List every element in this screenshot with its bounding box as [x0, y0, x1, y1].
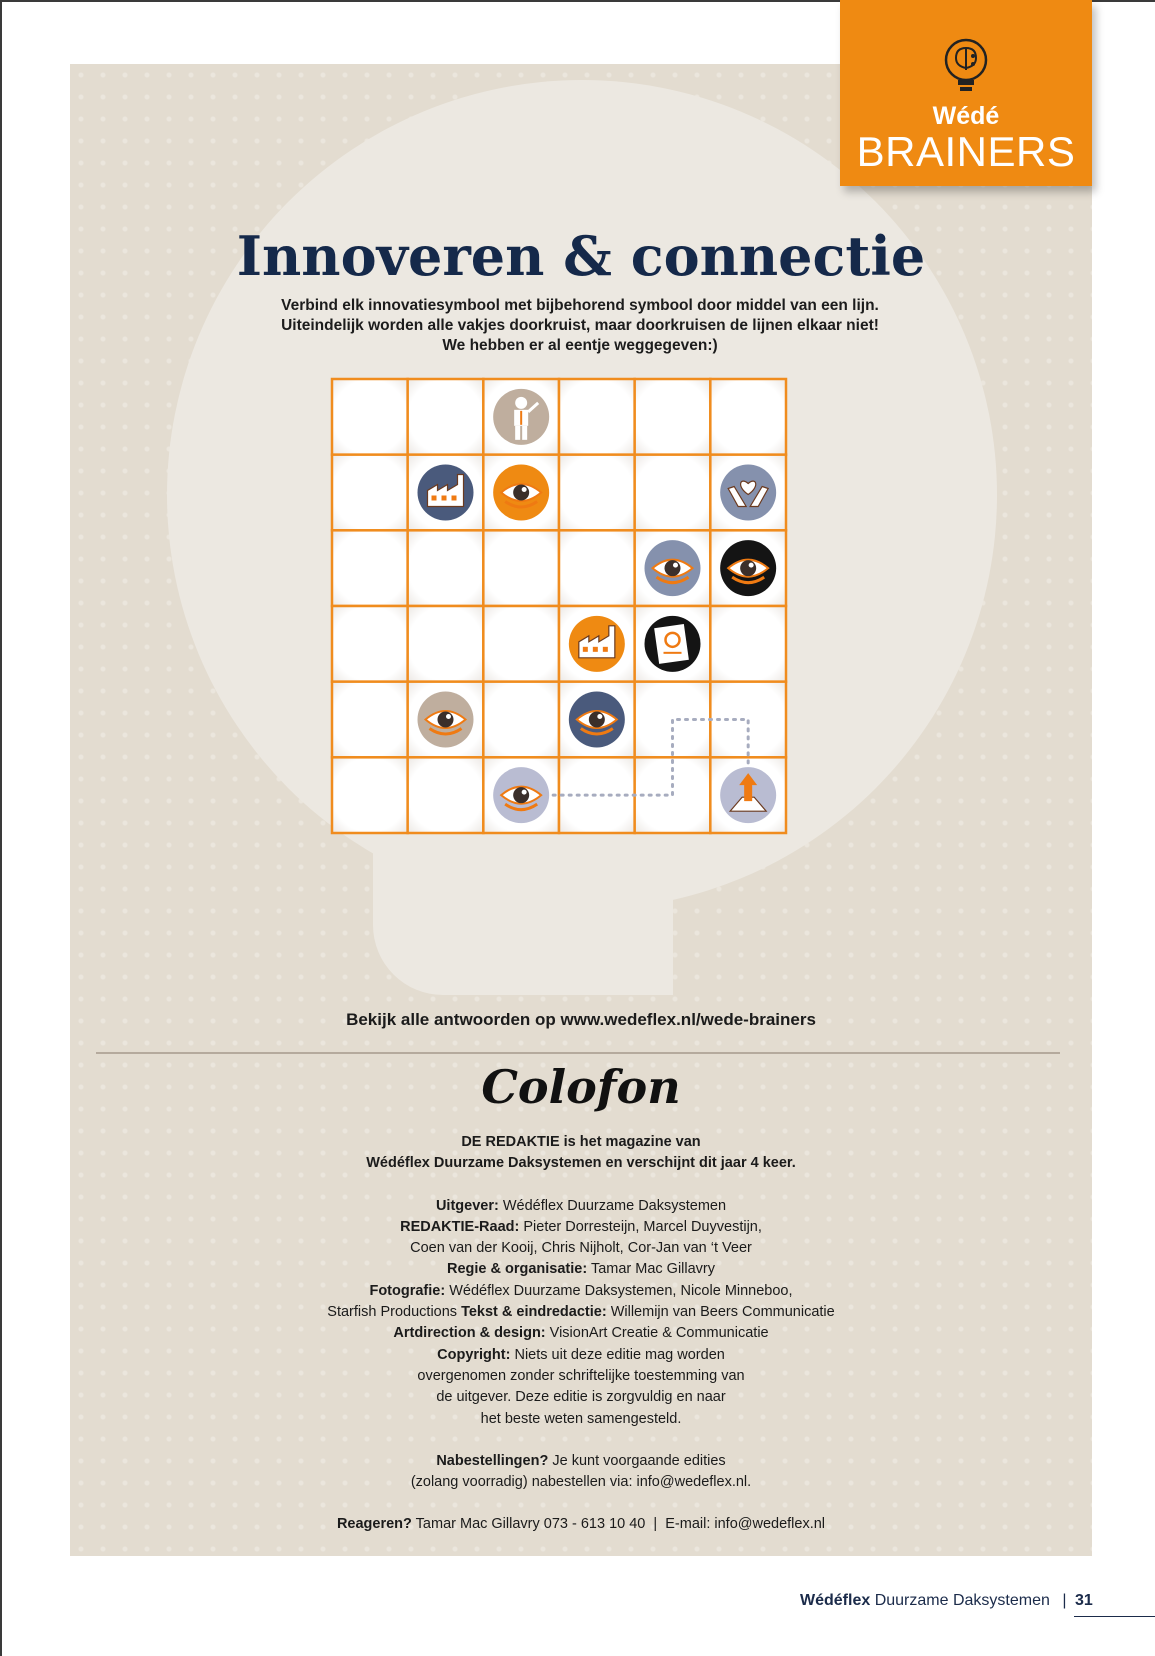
foto-line [70, 1281, 1092, 1302]
copy-line4: het beste weten samengesteld. [480, 1410, 682, 1427]
copy-line3: de uitgever. Deze editie is zorgvuldig en naar [436, 1389, 726, 1406]
lightbulb-brain-icon [940, 36, 992, 96]
foto-value: Wédéflex Duurzame Daksystemen, Nicole Minneboo, [445, 1282, 793, 1299]
regie-label: Regie & organisatie: [446, 1261, 588, 1278]
grid-cell[interactable] [332, 379, 408, 455]
foto-label: Fotografie: [369, 1282, 446, 1299]
uitgever-line [70, 1196, 1092, 1217]
grid-cell[interactable] [710, 379, 786, 455]
nabest-line [70, 1451, 1092, 1472]
grid-cell[interactable] [332, 757, 408, 833]
regie-value: Tamar Mac Gillavry [587, 1261, 716, 1278]
footer-brand: Wédéflex [800, 1592, 871, 1609]
brainers-badge [840, 0, 1092, 186]
art-line [70, 1323, 1092, 1344]
grid-cell[interactable] [559, 530, 635, 606]
art-label: Artdirection & design: [393, 1325, 546, 1342]
uitgever-label: Uitgever: [435, 1197, 499, 1214]
puzzle-grid-svg [330, 377, 788, 835]
grid-cell[interactable] [710, 606, 786, 682]
foto-value2: Starfish Productions [327, 1304, 462, 1321]
puzzle-grid [330, 377, 788, 835]
eye-icon [418, 692, 474, 748]
instruction-line: Verbind elk innovatiesymbool met bijbehorend symbool door middel van een lijn. [281, 297, 879, 314]
page-title: Innoveren & connectie [236, 224, 926, 288]
grid-cell[interactable] [559, 379, 635, 455]
eye-icon [569, 692, 625, 748]
eye-icon [720, 540, 776, 596]
worker-icon [493, 389, 549, 445]
raad-label: REDAKTIE-Raad: [400, 1218, 520, 1235]
certificate-icon [645, 616, 701, 672]
grid-cell[interactable] [332, 606, 408, 682]
intro-bold: DE REDAKTIE [461, 1134, 560, 1150]
factory-icon [569, 616, 625, 672]
raad-line2: Coen van der Kooij, Chris Nijholt, Cor-Jan van ‘t Veer [410, 1240, 752, 1257]
regie-line [70, 1259, 1092, 1280]
page-footer: Wédéflex Duurzame Daksystemen | 31 [800, 1592, 1093, 1609]
grid-cell[interactable] [332, 455, 408, 531]
instructions [200, 296, 960, 356]
reageren-line [70, 1514, 1092, 1535]
badge-brand: Wédé [932, 102, 1000, 130]
grid-cell[interactable] [332, 682, 408, 758]
eye-icon [493, 465, 549, 521]
copy-label: Copyright: [437, 1346, 511, 1363]
grid-cell[interactable] [559, 455, 635, 531]
copy-line2: overgenomen zonder schriftelijke toestemming van [417, 1367, 745, 1384]
page-edge-left [0, 0, 2, 1656]
nabest-value: Je kunt voorgaande edities [548, 1452, 726, 1469]
art-value: VisionArt Creatie & Communicatie [545, 1325, 769, 1342]
reageren-label: Reageren? [336, 1516, 412, 1533]
footer-rule [1074, 1616, 1155, 1617]
nabest-line2: (zolang voorradig) nabestellen via: info@wedeflex.nl. [410, 1474, 752, 1491]
grid-cell[interactable] [408, 530, 484, 606]
intro-rest: is het magazine van [559, 1134, 701, 1150]
grid-cell[interactable] [483, 682, 559, 758]
raad-value: Pieter Dorresteijn, Marcel Duyvestijn, [519, 1218, 762, 1235]
footer-rest: Duurzame Daksystemen [870, 1592, 1050, 1609]
divider [96, 1052, 1060, 1054]
instruction-line: We hebben er al eentje weggegeven:) [442, 337, 718, 354]
growth-arrow-icon [720, 767, 776, 823]
intro-line2: Wédéflex Duurzame Daksystemen en verschijnt dit jaar 4 keer. [366, 1155, 796, 1172]
grid-cell[interactable] [332, 530, 408, 606]
nabest-label: Nabestellingen? [436, 1452, 549, 1469]
tekst-value: Willemijn van Beers Communicatie [606, 1304, 835, 1321]
factory-icon [418, 465, 474, 521]
eye-icon [645, 540, 701, 596]
grid-cell[interactable] [408, 606, 484, 682]
answers-link-text: Bekijk alle antwoorden op www.wedeflex.nl/wede-brainers [346, 1010, 816, 1029]
tekst-line [70, 1302, 1092, 1323]
eye-icon [493, 767, 549, 823]
colofon-body [70, 1132, 1092, 1536]
grid-cell[interactable] [635, 379, 711, 455]
tekst-label: Tekst & eindredactie: [461, 1304, 607, 1321]
grid-cell[interactable] [408, 757, 484, 833]
uitgever-value: Wédéflex Duurzame Daksystemen [498, 1197, 727, 1214]
grid-cell[interactable] [408, 379, 484, 455]
page-number: 31 [1074, 1592, 1093, 1609]
raad-line [70, 1217, 1092, 1238]
hands-heart-icon [720, 465, 776, 521]
grid-cell[interactable] [635, 455, 711, 531]
instruction-line: Uiteindelijk worden alle vakjes doorkruist, maar doorkruisen de lijnen elkaar niet! [281, 317, 879, 334]
copy-value: Niets uit deze editie mag worden [510, 1346, 725, 1363]
badge-title: BRAINERS [856, 128, 1076, 175]
reageren-value: Tamar Mac Gillavry 073 - 613 10 40 | E-mail: info@wedeflex.nl [411, 1516, 826, 1533]
colofon-intro [70, 1132, 1092, 1153]
colofon-title: Colofon [481, 1060, 681, 1114]
grid-cell[interactable] [483, 530, 559, 606]
copy-line [70, 1345, 1092, 1366]
grid-cell[interactable] [483, 606, 559, 682]
